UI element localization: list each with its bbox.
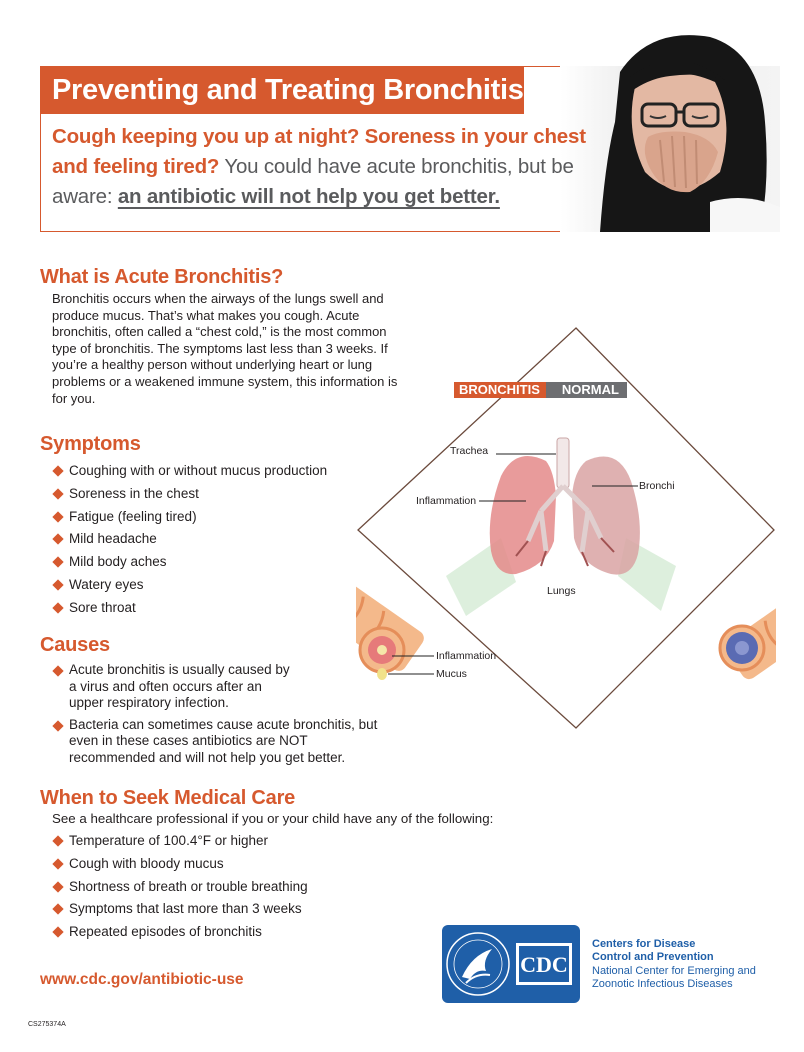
label-inflammation-airway: Inflammation [436, 650, 497, 662]
list-item [52, 462, 372, 485]
bullet-diamond-icon [52, 665, 63, 676]
causes-heading: Causes [40, 634, 110, 656]
intro-plain: You could have acute bronchitis, but be aware: [52, 155, 574, 208]
tag-bronchitis: BRONCHITIS [454, 382, 546, 398]
list-item-text: Watery eyes [69, 576, 144, 592]
bullet-diamond-icon [52, 579, 63, 590]
label-trachea: Trachea [450, 445, 489, 457]
document-code: CS275374A [28, 1021, 66, 1028]
list-item-text: Fatigue (feeling tired) [69, 508, 197, 524]
bullet-diamond-icon [52, 904, 63, 915]
bullet-diamond-icon [52, 488, 63, 499]
intro-text [52, 122, 592, 212]
agency-line-2: Control and Prevention [592, 951, 714, 964]
label-inflammation-lung: Inflammation [416, 495, 477, 507]
list-item-text: Shortness of breath or trouble breathing [69, 878, 308, 894]
causes-list [52, 662, 382, 772]
cdc-logo-text: CDC [520, 952, 568, 977]
list-item-text: Cough with bloody mucus [69, 855, 224, 871]
label-lungs: Lungs [547, 585, 576, 597]
intro-underlined: an antibiotic will not help you get better. [117, 185, 500, 208]
page-title: Preventing and Treating Bronchitis [40, 66, 524, 114]
list-item [52, 530, 372, 553]
bullet-diamond-icon [52, 602, 63, 613]
bullet-diamond-icon [52, 534, 63, 545]
list-item [52, 576, 372, 599]
list-item-text: Sore throat [69, 599, 136, 615]
intro-bold: Cough keeping you up at night? Soreness in your chest and feeling tired? [52, 125, 586, 178]
label-bronchi: Bronchi [639, 480, 675, 492]
list-item [52, 553, 372, 576]
what-is-heading: What is Acute Bronchitis? [40, 266, 284, 288]
list-item [52, 923, 392, 946]
seek-care-list [52, 832, 392, 946]
list-item-text: Bacteria can sometimes cause acute bronchitis, but even in these cases antibiotics are NOT recommended and will not help you get better. [69, 716, 378, 765]
list-item [52, 855, 392, 878]
list-item [52, 662, 292, 712]
list-item [52, 599, 372, 622]
tag-normal: NORMAL [546, 382, 627, 398]
list-item [52, 717, 382, 767]
list-item-text: Soreness in the chest [69, 485, 199, 501]
seek-care-heading: When to Seek Medical Care [40, 787, 296, 809]
list-item-text: Mild headache [69, 531, 157, 547]
what-is-body: Bronchitis occurs when the airways of the lungs swell and produce mucus. That’s what makes you cough. Acute bronchitis, often called a “chest cold,” is the most common type of bronchitis. The symptoms last less than 3 weeks. If you’re a healthy person without underlying heart or lung problems or a weakened immune system, this information is for you. [52, 291, 398, 406]
bullet-diamond-icon [52, 835, 63, 846]
list-item-text: Mild body aches [69, 554, 167, 570]
list-item-text: Repeated episodes of bronchitis [69, 924, 262, 940]
bullet-diamond-icon [52, 465, 63, 476]
agency-line-1: Centers for Disease [592, 938, 696, 950]
list-item [52, 878, 392, 901]
list-item [52, 832, 392, 855]
woman-coughing-photo [560, 32, 780, 232]
cdc-logo [442, 925, 580, 1003]
center-line-2: Zoonotic Infectious Diseases [592, 978, 733, 991]
seek-care-intro: See a healthcare professional if you or your child have any of the following: [52, 811, 494, 826]
website-link[interactable]: www.cdc.gov/antibiotic-use [40, 971, 244, 988]
bullet-diamond-icon [52, 927, 63, 938]
list-item-text: Temperature of 100.4°F or higher [69, 833, 269, 848]
bullet-diamond-icon [52, 511, 63, 522]
bullet-diamond-icon [52, 858, 63, 869]
agency-name [592, 938, 756, 992]
bullet-diamond-icon [52, 720, 63, 731]
symptoms-list [52, 462, 372, 622]
list-item [52, 508, 372, 531]
list-item-text: Coughing with or without mucus production [69, 463, 328, 478]
list-item [52, 900, 392, 923]
bronchitis-diagram [356, 326, 776, 738]
diagram-tags [454, 382, 627, 398]
list-item-text: Acute bronchitis is usually caused by a virus and often occurs after an upper respiratory infection. [69, 662, 290, 711]
list-item [52, 485, 372, 508]
list-item-text: Symptoms that last more than 3 weeks [69, 901, 302, 917]
center-line-1: National Center for Emerging and [592, 964, 756, 977]
symptoms-heading: Symptoms [40, 433, 141, 455]
bullet-diamond-icon [52, 557, 63, 568]
bullet-diamond-icon [52, 881, 63, 892]
label-mucus: Mucus [436, 668, 467, 680]
